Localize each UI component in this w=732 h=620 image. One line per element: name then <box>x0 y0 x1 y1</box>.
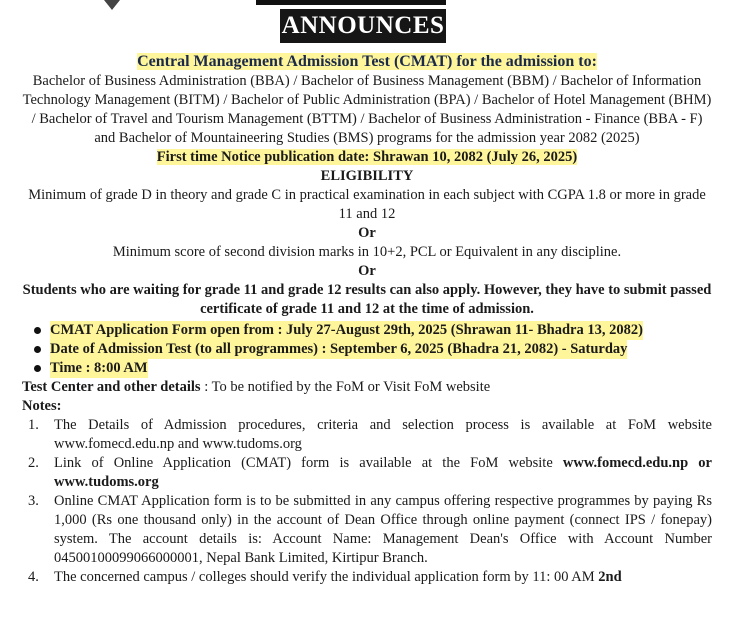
notes-heading: Notes: <box>22 398 62 414</box>
emblem-tip-icon <box>104 0 120 10</box>
eligibility-criterion-1: Minimum of grade D in theory and grade C in practical examination in each subject with CGPA 1.8 or more in grade 11 and 12 <box>28 187 706 222</box>
test-center-label: Test Center and other details <box>22 379 201 395</box>
key-date-item: CMAT Application Form open from : July 27-August 29th, 2025 (Shrawan 11- Bhadra 13, 2082) <box>34 321 712 340</box>
note-number: 3. <box>28 493 39 509</box>
key-date-item: Date of Admission Test (to all programmes) : September 6, 2025 (Bhadra 21, 2082) - Saturday <box>34 340 712 359</box>
note-item <box>22 492 712 568</box>
note-item <box>22 416 712 454</box>
note-text: The concerned campus / colleges should verify the individual application form by 11: 00 AM 2nd <box>54 569 622 585</box>
note-item <box>22 568 712 587</box>
notice-date: First time Notice publication date: Shrawan 10, 2082 (July 26, 2025) <box>156 149 578 165</box>
note-website: www.fomecd.edu.np or www.tudoms.org <box>54 455 712 490</box>
note-number: 1. <box>28 417 39 433</box>
bullet-icon <box>34 346 41 353</box>
note-deadline: 2nd <box>598 569 622 585</box>
eligibility-heading: ELIGIBILITY <box>320 168 414 184</box>
key-dates-list <box>22 321 712 378</box>
note-number: 2. <box>28 455 39 471</box>
bullet-icon <box>34 327 41 334</box>
eligibility-criterion-3: Students who are waiting for grade 11 and grade 12 results can also apply. However, they have to submit passed certificate of grade 11 and 12 at the time of admission. <box>22 282 712 317</box>
note-item <box>22 454 712 492</box>
notes-list <box>22 416 712 587</box>
note-number: 4. <box>28 569 39 585</box>
eligibility-or-2: Or <box>358 263 376 279</box>
test-center-text: : To be notified by the FoM or Visit FoM website <box>200 379 491 395</box>
program-list: Bachelor of Business Administration (BBA) / Bachelor of Business Management (BBM) / Bachelor of Information Technology Management (BITM) / Bachelor of Public Administration (BPA) / Bachelor of Hotel Management (BHM) / Bachelor of Travel and Tourism Management (BTTM) / Bachelor of Business Administration - Finance (BBA - F) and Bachelor of Mountaineering Studies (BMS) programs for the admission year 2082 (2025) <box>22 73 712 146</box>
test-center-line <box>22 378 712 397</box>
header-strip <box>256 0 446 5</box>
eligibility-criterion-2: Minimum score of second division marks in 10+2, PCL or Equivalent in any discipline. <box>112 244 622 260</box>
bullet-icon <box>34 365 41 372</box>
key-date-item: Time : 8:00 AM <box>34 359 712 378</box>
eligibility-or-1: Or <box>358 225 376 241</box>
note-text: The Details of Admission procedures, criteria and selection process is available at FoM website www.fomecd.edu.np and www.tudoms.org <box>54 417 712 452</box>
note-text: Link of Online Application (CMAT) form is available at the FoM website www.fomecd.edu.np or www.tudoms.org <box>54 455 712 490</box>
notice-title: Central Management Admission Test (CMAT) for the admission to: <box>137 53 597 70</box>
note-text: Online CMAT Application form is to be submitted in any campus offering respective programmes by paying Rs 1,000 (Rs one thousand only) in the account of Dean Office through online payment (connect IPS / fonepay) system. The account details is: Account Name: Management Dean's Office with Account Number 04500100099066000001, Nepal Bank Limited, Kirtipur Branch. <box>54 493 712 566</box>
announces-banner: ANNOUNCES <box>280 9 446 43</box>
notice-content <box>22 52 712 587</box>
